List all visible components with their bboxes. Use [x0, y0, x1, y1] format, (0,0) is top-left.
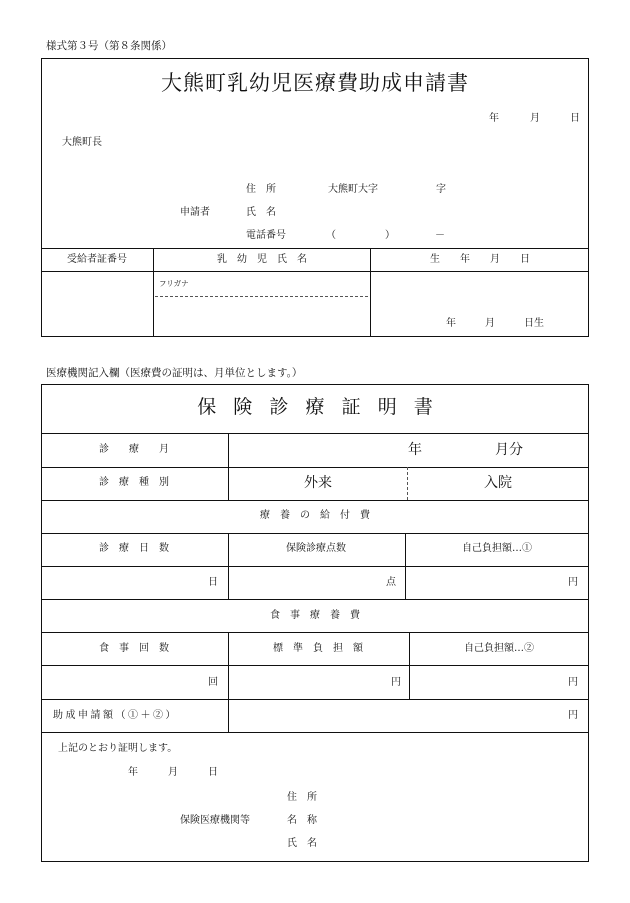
certify-text: 上記のとおり証明します。: [58, 743, 178, 754]
unit-yen-burden: 円: [391, 677, 401, 688]
unit-point: 点: [386, 577, 396, 588]
col-infant-name: 乳 幼 児 氏 名: [217, 254, 307, 265]
recipient-number-input[interactable]: [46, 292, 146, 310]
treatment-month-input[interactable]: [430, 442, 490, 458]
name-label: 氏 名: [246, 207, 276, 218]
phone-dash: －: [435, 230, 445, 241]
furigana-input[interactable]: [200, 278, 360, 292]
institution-address-input[interactable]: [330, 790, 570, 804]
cert-year-label: 年: [128, 767, 138, 778]
standard-burden-label: 標 準 負 担 額: [273, 643, 363, 654]
birth-day-label: 日生: [524, 318, 544, 329]
date-month-label: 月: [530, 113, 540, 124]
meal-header: 食 事 療 養 費: [270, 610, 360, 621]
phone-label: 電話番号: [246, 230, 286, 241]
medical-benefit-header: 療 養 の 給 付 費: [260, 510, 370, 521]
addressee: 大熊町長: [62, 137, 102, 148]
outpatient-option[interactable]: 外来: [304, 475, 332, 491]
institution-person-label: 氏 名: [287, 838, 317, 849]
treatment-month-label: 診 療 月: [99, 444, 169, 455]
date-year-label: 年: [489, 113, 499, 124]
insurance-points-input[interactable]: [235, 574, 380, 590]
medical-section-heading: 医療機関記入欄（医療費の証明は、月単位とします。）: [46, 367, 303, 379]
treatment-month-suffix: 月分: [495, 442, 523, 458]
form-number: 様式第３号（第８条関係）: [46, 40, 172, 52]
institution-name-label: 名 称: [287, 815, 317, 826]
treatment-days-label: 診 療 日 数: [99, 543, 169, 554]
furigana-label: フリガナ: [159, 279, 189, 288]
treatment-days-input[interactable]: [50, 574, 200, 590]
unit-day: 日: [208, 577, 218, 588]
institution-person-input[interactable]: [330, 836, 570, 850]
institution-label: 保険医療機関等: [180, 815, 250, 826]
unit-times: 回: [208, 677, 218, 688]
address-label: 住 所: [246, 184, 276, 195]
institution-name-input[interactable]: [330, 813, 570, 827]
unit-yen-1: 円: [568, 577, 578, 588]
address-aza: 字: [436, 184, 446, 195]
certificate-title: 保険診療証明書: [197, 396, 450, 418]
institution-address-label: 住 所: [287, 792, 317, 803]
standard-burden-input[interactable]: [235, 674, 385, 690]
subsidy-amount-label: 助成申請額（①＋②）: [53, 710, 178, 721]
phone-close-paren: ）: [385, 230, 395, 241]
birth-month-label: 月: [485, 318, 495, 329]
birth-year-label: 年: [446, 318, 456, 329]
meal-count-label: 食 事 回 数: [99, 643, 169, 654]
col-recipient-number: 受給者証番号: [67, 254, 127, 265]
treatment-year-suffix: 年: [408, 442, 422, 458]
unit-yen-subsidy: 円: [568, 710, 578, 721]
insurance-points-label: 保険診療点数: [286, 543, 346, 554]
col-birth-date: 生 年 月 日: [430, 254, 530, 265]
cert-day-label: 日: [208, 767, 218, 778]
applicant-name-input[interactable]: [328, 205, 528, 219]
self-pay-2-input[interactable]: [415, 674, 563, 690]
address-value: 大熊町大字: [328, 184, 378, 195]
infant-name-input[interactable]: [160, 305, 360, 327]
treatment-year-input[interactable]: [330, 442, 400, 458]
phone-open-paren: （: [326, 230, 336, 241]
treatment-type-label: 診 療 種 別: [99, 477, 169, 488]
phone-input[interactable]: [340, 228, 380, 242]
self-pay-2-label: 自己負担額…②: [464, 643, 534, 654]
meal-count-input[interactable]: [50, 674, 200, 690]
application-title: 大熊町乳幼児医療費助成申請書: [161, 71, 469, 95]
self-pay-1-label: 自己負担額…①: [462, 543, 532, 554]
date-day-label: 日: [570, 113, 580, 124]
address-input[interactable]: [385, 182, 433, 196]
unit-yen-2: 円: [568, 677, 578, 688]
inpatient-option[interactable]: 入院: [484, 475, 512, 491]
self-pay-1-input[interactable]: [412, 574, 562, 590]
cert-month-label: 月: [168, 767, 178, 778]
subsidy-amount-input[interactable]: [235, 708, 560, 724]
applicant-label: 申請者: [180, 207, 210, 218]
